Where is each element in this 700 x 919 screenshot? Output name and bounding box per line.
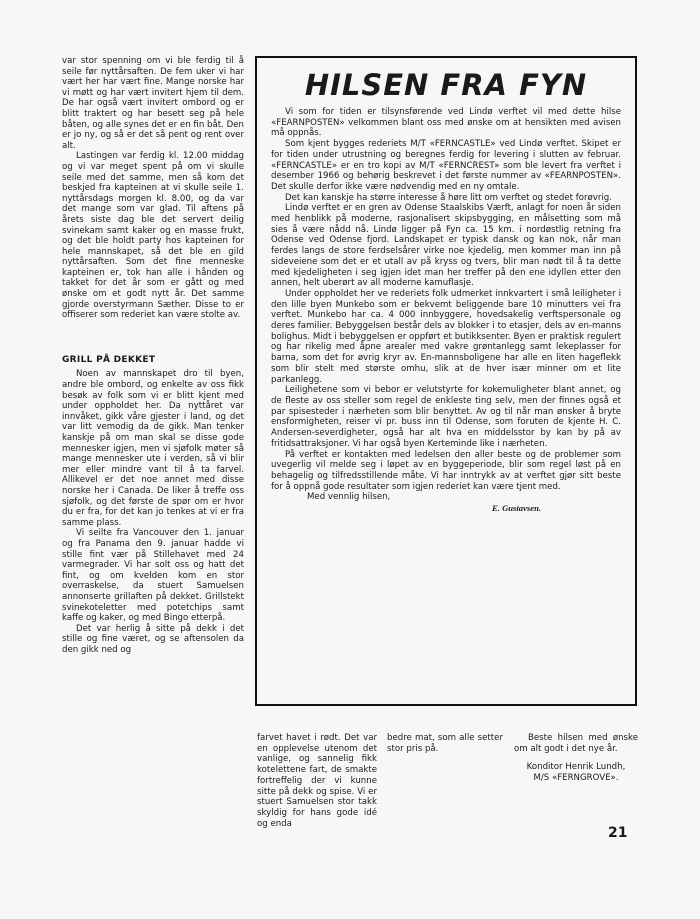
page-number: 21: [608, 825, 628, 841]
left-paragraph: var stor spenning om vi ble ferdig til å seile før nyttårsaften. De fem uker vi har vært her har vært fine. Mange norske har vi møtt og har vært invitert hjem til dem. De har også vært invitert ombord og er blitt traktert og har besett seg på hele båten, og alle synes det er en fin båt. Den er jo ny, og så er det så pent og rent over alt.: [62, 56, 244, 151]
article-headline: HILSEN FRA FYN: [304, 68, 588, 102]
author-signoff: [514, 762, 638, 783]
bottom-column-3: [514, 733, 638, 784]
bottom-paragraph: farvet havet i rødt. Det var en opplevelse utenom det vanlige, og sannelig fikk kotelettene fart, de smakte fortreffelig der vi kunne sitte på dekk og spise. Vi er stuert Samuelsen stor takk skyldig for hans gode idé og enda: [257, 733, 377, 829]
signoff-ship: M/S «FERNGROVE».: [533, 773, 619, 784]
box-paragraph: Det kan kanskje ha større interesse å høre litt om verftet og stedet forøvrig.: [285, 192, 612, 203]
left-paragraph: Det var herlig å sitte på dekk i det stille og fine været, og se aftensolen da den gikk ned og: [62, 623, 244, 655]
boxed-article: [255, 56, 637, 706]
box-paragraph: Lindø verftet er en gren av Odense Staalskibs Værft, anlagt for noen år siden med henblikk på moderne, rasjonalisert skipsbygging, en målsetting som må sies å være nådd nå. Lindø ligger på Fyn ca. 15 km. i nordøstlig retning fra Odense ved Odense fjord. Landskapet er typisk dansk og kan nok, når man ferdes langs de store ferdselsårer virke noe kjedelig, men kommer man inn på sideveiene som det er et utall av på kryss og tvers, blir man nødt til å ta dette med kjedeligheten i seg igjen idet man her treffer på den ene idyllen etter den annen, helt uberørt av all moderne kamuflasje.: [271, 203, 621, 289]
box-paragraph: Vi som for tiden er tilsynsførende ved Lindø verftet vil med dette hilse «FEARNPOSTEN» velkommen blant oss med ønske om at hensikten med avisen må oppnås.: [271, 107, 621, 139]
left-article-column: [62, 56, 244, 655]
left-paragraph: Vi seilte fra Vancouver den 1. januar og fra Panama den 9. januar hadde vi stille fint vær på Stillehavet med 24 varmegrader. Vi har solt oss og hatt det fint, og om kvelden kom en stor overraskelse, da stuert Samuelsen annonserte grillaften på dekket. Grillstekt svinekoteletter med potetchips samt kaffe og kaker, og med Bingo etterpå.: [62, 528, 244, 624]
signature: E. Gustavsen.: [492, 503, 541, 514]
bottom-paragraph: Beste hilsen med ønske om alt godt i det nye år.: [514, 733, 638, 754]
bottom-paragraph: bedre mat, som alle setter stor pris på.: [387, 733, 503, 754]
bottom-column-1: [257, 733, 377, 829]
box-paragraph: Leilighetene som vi bebor er velutstyrte for kokemuligheter blant annet, og de fleste av oss steller som regel de enkleste ting selv, men der finnes også et par spisesteder i nærheten som blir benyttet. Av og til når man ønsker å bryte ensformigheten, reiser vi pr. buss inn til Odense, som foruten de kjente H. C. Andersen-severdigheter, også har alt hva en middelsstor by kan by på av fritidsattraksjoner. Vi har også byen Kerteminde like i nærheten.: [271, 385, 621, 449]
section-heading: GRILL PÅ DEKKET: [62, 354, 156, 365]
signoff-name: Konditor Henrik Lundh,: [526, 762, 626, 773]
left-paragraph: Noen av mannskapet dro til byen, andre ble ombord, og enkelte av oss fikk besøk av folk som vi er blitt kjent med under oppholdet her. Da nyttåret var innvåket, gikk våre gjester i land, og det var litt vemodig da de gikk. Man tenker kanskje på om man skal se disse gode mennesker igjen, men vi sjøfolk møter så mange mennesker ute i verden, så vi blir mer eller mindre vant til å ta farvel. Allikevel er det noe annet med disse norske her i Canada. De liker å treffe oss sjøfolk, og det første de spør om er hvor du er fra, for det kan jo tenkes at vi er fra samme plass.: [62, 369, 244, 528]
box-paragraph: På verftet er kontakten med ledelsen den aller beste og de problemer som uvegerlig vil melde seg i løpet av en byggeperiode, blir som regel løst på en behagelig og tilfredsstillende måte. Vi har inntrykk av at verftet gjør sitt beste for å oppnå gode resultater som igjen rederiet kan være tjent med.: [271, 449, 621, 492]
bottom-column-2: [387, 733, 503, 754]
closing-line: Med vennlig hilsen,: [307, 492, 391, 503]
box-paragraph: Under oppholdet her ve rederiets folk udmerket innkvartert i små leiligheter i den lille byen Munkebo som er bekvemt beliggende bare 10 minutters vei fra verftet. Munkebo har ca. 4 000 innbyggere, hovedsakelig verftspersonale og deres familier. Bebyggelsen består dels av blokker i to etasjer, dels av en-manns bolighus. Midt i bebyggelsen er oppført et butikksenter. Byen er praktisk regulert og har rikelig med åpne arealer med vakre grøntanlegg samt lekeplasser for barna, som det for øvrig kryr av. En-mannsboligene har alle en liten hageflekk som blir stelt med største omhu, slik at de hver især minner om et lite parkanlegg.: [271, 288, 621, 385]
left-paragraph: Lastingen var ferdig kl. 12.00 middag og vi var meget spent på om vi skulle seile med det samme, men så kom det beskjed fra kapteinen at vi skulle seile 1. nyttårsdags morgen kl. 8.00, og da var det mange som var glad. Til aftens på årets siste dag ble det servert deilig svinekam samt kaker og en masse frukt, og det ble holdt party hos kapteinen for hele mannskapet, så det ble en gild nyttårsaften. Som det fine menneske kapteinen er, tok han alle i hånden og takket for det år som er gått og med ønske om et godt nytt år. Det samme gjorde overstyrmann Sæther. Disse to er offiserer som rederiet kan være stolte av.: [62, 151, 244, 321]
box-paragraph: Som kjent bygges rederiets M/T «FERNCASTLE» ved Lindø verftet. Skipet er for tiden under utrustning og beregnes ferdig for levering i slutten av februar. «FERNCASTLE» er en tro kopi av M/T «FERNCREST» som ble levert fra verftet i desember 1966 og behørig beskrevet i det første nummer av «FEARNPOSTEN». Det skulle derfor ikke være nødvendig med en ny omtale.: [271, 139, 621, 192]
